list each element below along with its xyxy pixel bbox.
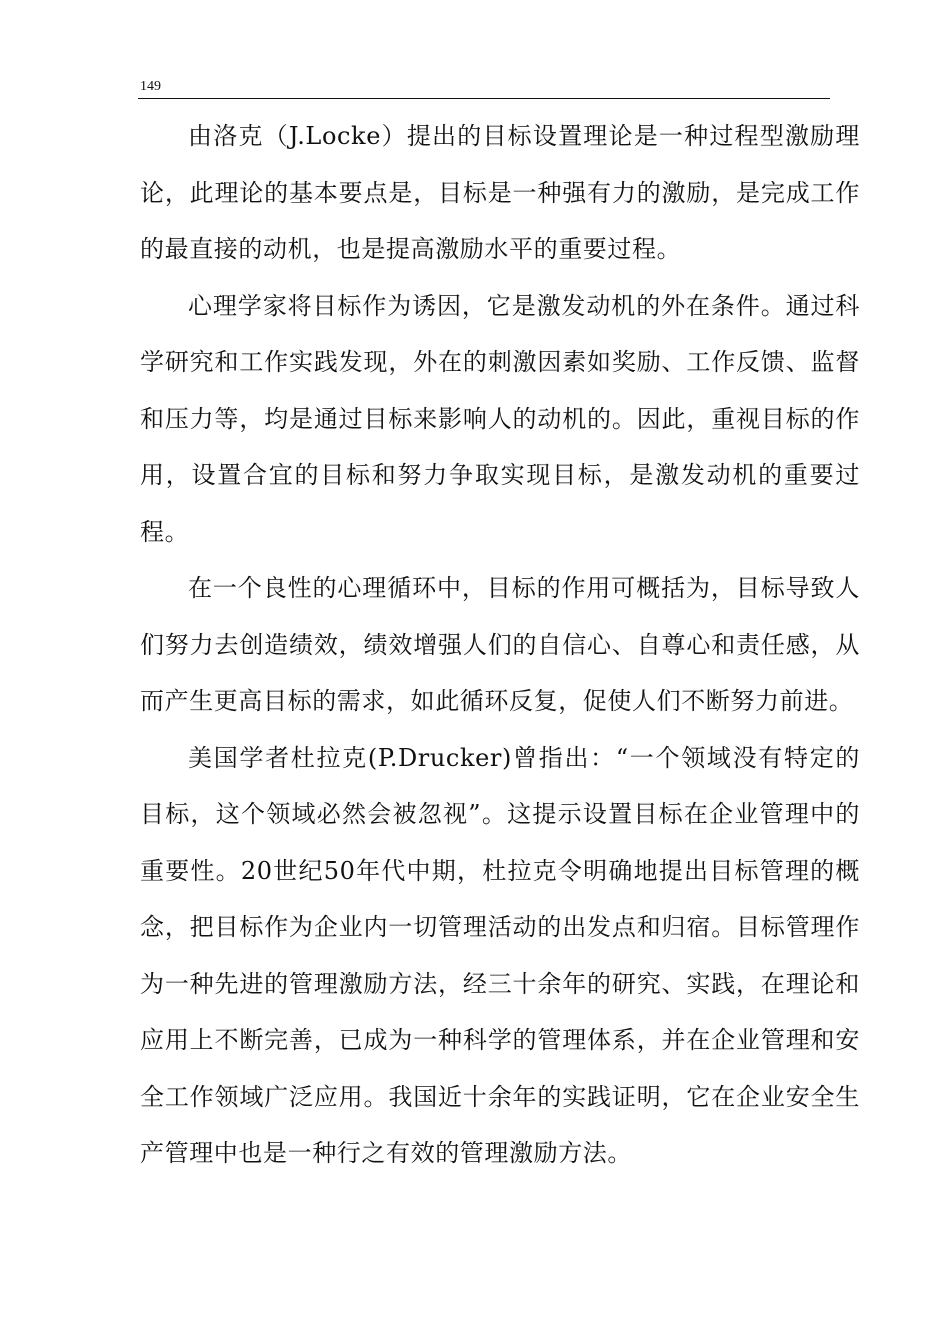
document-body bbox=[140, 108, 860, 1182]
header-rule bbox=[138, 98, 830, 99]
paragraph-goal-as-incentive: 心理学家将目标作为诱因，它是激发动机的外在条件。通过科学研究和工作实践发现，外在的刺激因素如奖励、工作反馈、监督和压力等，均是通过目标来影响人的动机的。因此，重视目标的作用，设置合宜的目标和努力争取实现目标，是激发动机的重要过程。 bbox=[140, 291, 860, 546]
paragraph-goal-setting-theory: 由洛克（J.Locke）提出的目标设置理论是一种过程型激励理论，此理论的基本要点是，目标是一种强有力的激励，是完成工作的最直接的动机，也是提高激励水平的重要过程。 bbox=[140, 122, 860, 263]
paragraph-psychological-cycle: 在一个良性的心理循环中，目标的作用可概括为，目标导致人们努力去创造绩效，绩效增强人们的自信心、自尊心和责任感，从而产生更高目标的需求，如此循环反复，促使人们不断努力前进。 bbox=[140, 574, 860, 715]
page-number: 149 bbox=[140, 79, 161, 94]
paragraph-management-by-objectives: 美国学者杜拉克(P.Drucker)曾指出：“一个领域没有特定的目标，这个领域必然会被忽视”。这提示设置目标在企业管理中的重要性。20世纪50年代中期，杜拉克令明确地提出目标管理的概念，把目标作为企业内一切管理活动的出发点和归宿。目标管理作为一种先进的管理激励方法，经三十余年的研究、实践，在理论和应用上不断完善，已成为一种科学的管理体系，并在企业管理和安全工作领域广泛应用。我国近十余年的实践证明，它在企业安全生产管理中也是一种行之有效的管理激励方法。 bbox=[140, 743, 860, 1167]
